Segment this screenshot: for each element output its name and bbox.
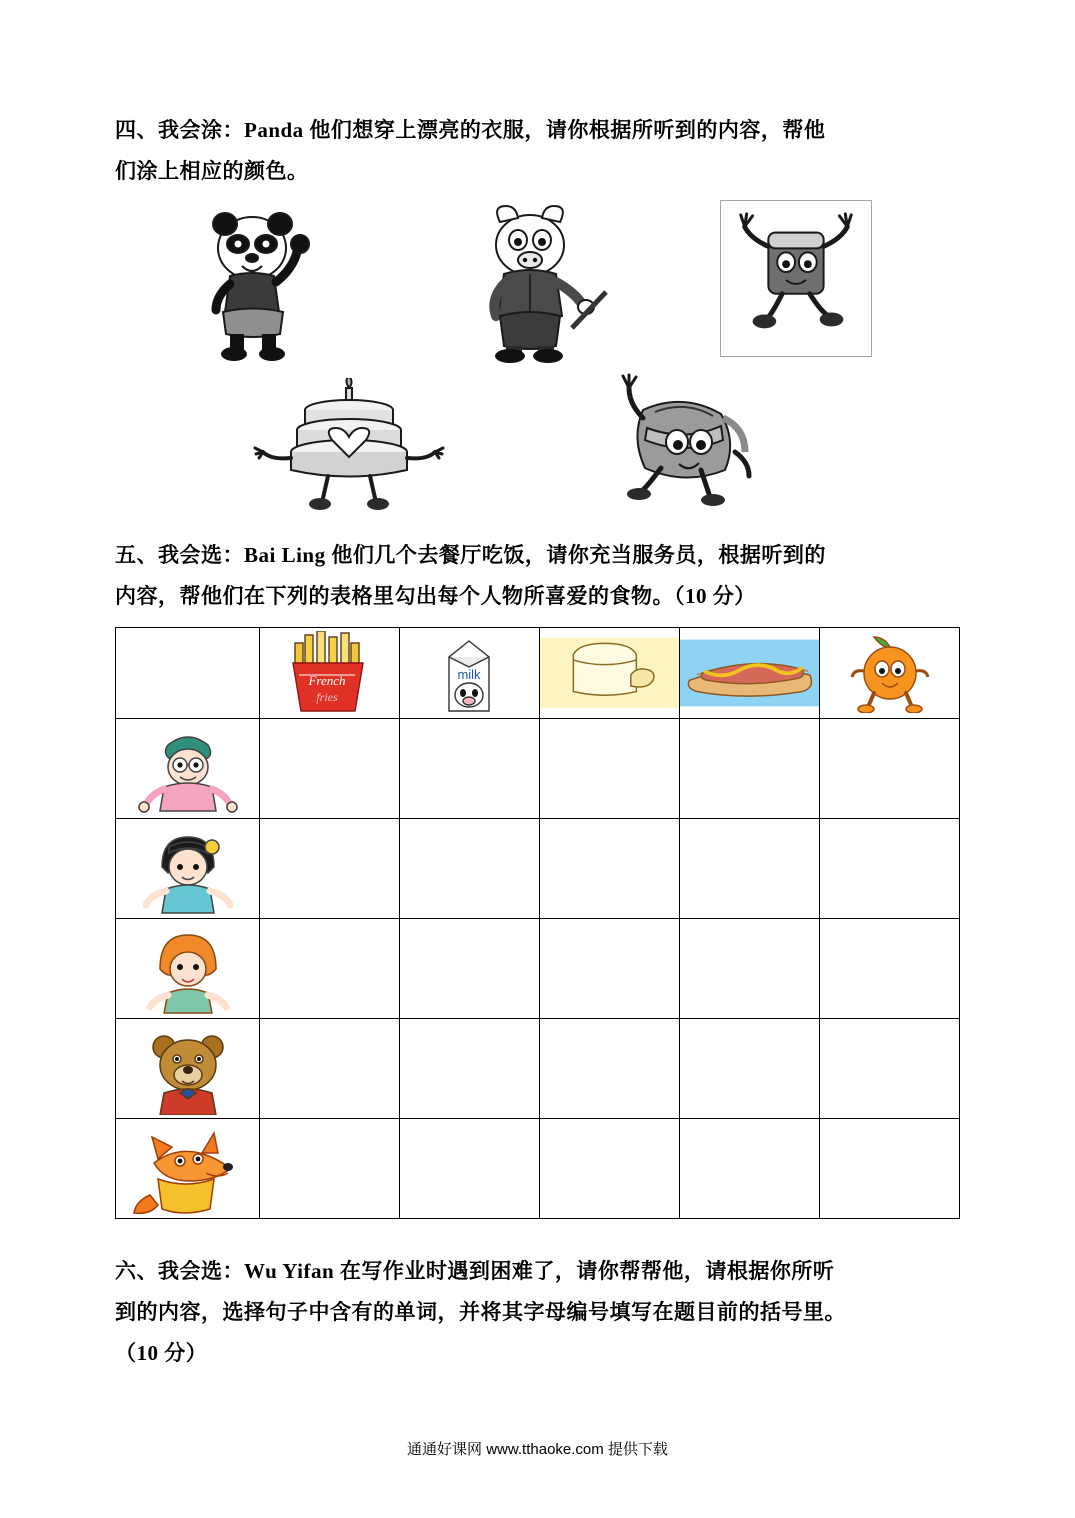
fox-icon — [116, 1119, 259, 1218]
cell-r3c5[interactable] — [820, 919, 960, 1019]
boy-glasses-icon — [116, 719, 259, 818]
section-4-line1: 四、我会涂：Panda 他们想穿上漂亮的衣服，请你根据所听到的内容，帮他 — [115, 118, 826, 142]
cell-r3c4[interactable] — [680, 919, 820, 1019]
pig-figure — [460, 200, 630, 365]
table-row — [116, 819, 960, 919]
table-header-row — [116, 628, 960, 719]
svg-text:milk: milk — [456, 667, 481, 682]
cell-r1c1[interactable] — [260, 719, 400, 819]
section-6-line3: （10 分） — [115, 1341, 208, 1365]
french-fries-header-cell — [260, 628, 400, 719]
svg-text:French: French — [307, 673, 346, 688]
orange-header-cell — [820, 628, 960, 719]
cell-r1c4[interactable] — [680, 719, 820, 819]
girl-flower-icon — [116, 819, 259, 918]
cell-r5c2[interactable] — [400, 1119, 540, 1219]
page-content — [115, 110, 960, 1374]
section-6 — [115, 1251, 960, 1374]
cell-r2c3[interactable] — [540, 819, 680, 919]
section-6-line2: 到的内容，选择句子中含有的单词，并将其字母编号填写在题目前的括号里。 — [115, 1300, 846, 1324]
table-row — [116, 919, 960, 1019]
food-preference-table — [115, 627, 960, 1219]
section-4-line2: 们涂上相应的颜色。 — [115, 159, 309, 183]
section-5 — [115, 535, 960, 1219]
row-bear-cell — [116, 1019, 260, 1119]
cell-r3c3[interactable] — [540, 919, 680, 1019]
cell-r4c4[interactable] — [680, 1019, 820, 1119]
bread-header-cell — [540, 628, 680, 719]
section-5-line1: 五、我会选：Bai Ling 他们几个去餐厅吃饭，请你充当服务员，根据听到的 — [115, 543, 826, 567]
cell-r5c5[interactable] — [820, 1119, 960, 1219]
table-row — [116, 1119, 960, 1219]
cell-r4c3[interactable] — [540, 1019, 680, 1119]
eraser-figure — [720, 200, 872, 357]
girl-orange-hair-icon — [116, 919, 259, 1018]
svg-text:fries: fries — [315, 690, 338, 704]
schoolbag-figure — [595, 368, 770, 523]
table-row — [116, 1019, 960, 1119]
row-boy-glasses-cell — [116, 719, 260, 819]
panda-figure — [190, 200, 340, 365]
cake-figure — [250, 378, 450, 518]
cell-r1c3[interactable] — [540, 719, 680, 819]
cell-r2c2[interactable] — [400, 819, 540, 919]
cell-r2c5[interactable] — [820, 819, 960, 919]
cell-r4c1[interactable] — [260, 1019, 400, 1119]
section-6-line1: 六、我会选：Wu Yifan 在写作业时遇到困难了，请你帮帮他，请根据你所听 — [115, 1259, 835, 1283]
cell-r1c5[interactable] — [820, 719, 960, 819]
corner-blank-cell — [116, 628, 260, 719]
hotdog-header-cell — [680, 628, 820, 719]
milk-icon — [400, 628, 539, 718]
milk-header-cell — [400, 628, 540, 719]
french-fries-icon — [260, 628, 399, 718]
cell-r1c2[interactable] — [400, 719, 540, 819]
page-footer: 通通好课网 www.tthaoke.com 提供下载 — [407, 1441, 668, 1458]
section-5-line2: 内容，帮他们在下列的表格里勾出每个人物所喜爱的食物。（10 分） — [115, 584, 756, 608]
bread-icon — [540, 628, 679, 718]
cell-r5c4[interactable] — [680, 1119, 820, 1219]
cell-r5c1[interactable] — [260, 1119, 400, 1219]
row-girl-orange-hair-cell — [116, 919, 260, 1019]
cell-r2c4[interactable] — [680, 819, 820, 919]
cell-r2c1[interactable] — [260, 819, 400, 919]
cell-r4c2[interactable] — [400, 1019, 540, 1119]
section-4 — [115, 110, 960, 535]
section-4-illustrations — [115, 200, 960, 535]
orange-icon — [820, 628, 959, 718]
row-girl-flower-cell — [116, 819, 260, 919]
cell-r3c1[interactable] — [260, 919, 400, 1019]
hotdog-icon — [680, 628, 819, 718]
cell-r5c3[interactable] — [540, 1119, 680, 1219]
cell-r4c5[interactable] — [820, 1019, 960, 1119]
spacer — [115, 1219, 960, 1251]
bear-icon — [116, 1019, 259, 1118]
table-row — [116, 719, 960, 819]
row-fox-cell — [116, 1119, 260, 1219]
cell-r3c2[interactable] — [400, 919, 540, 1019]
